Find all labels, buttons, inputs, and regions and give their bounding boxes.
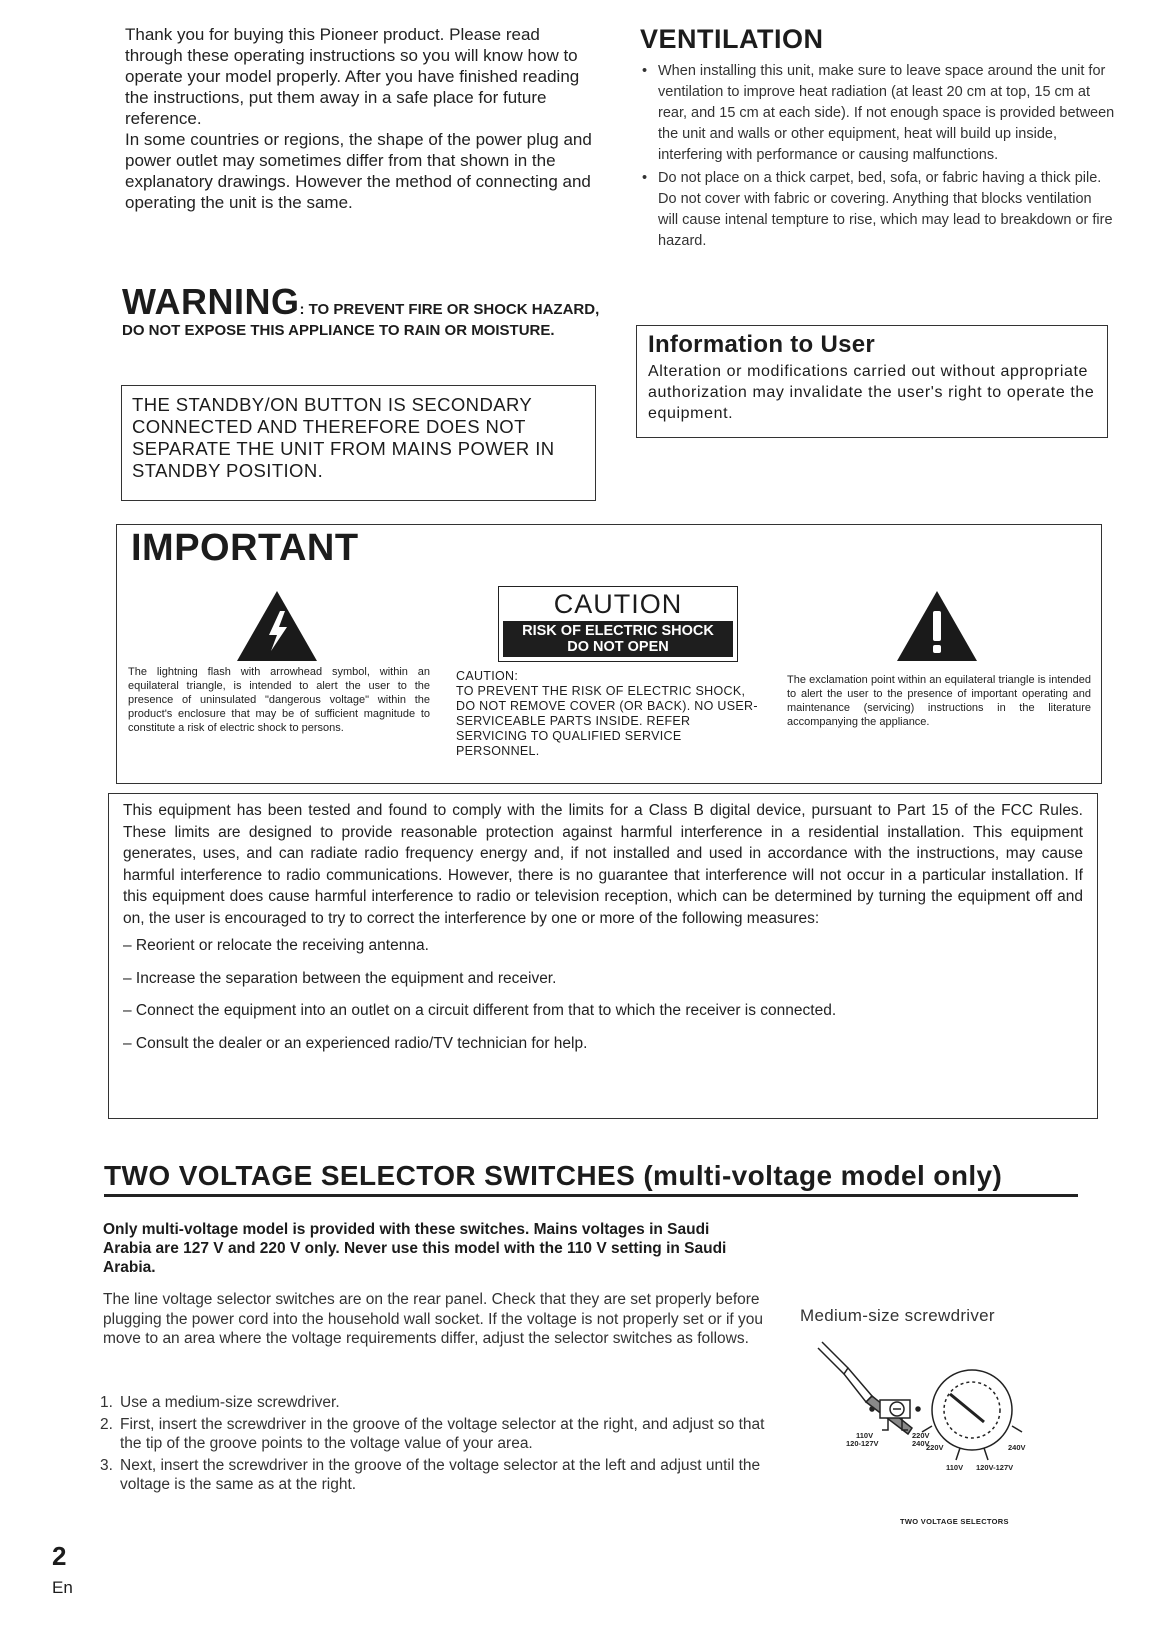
- caution-sub-line-1: RISK OF ELECTRIC SHOCK: [522, 623, 714, 639]
- intro-text: [125, 24, 595, 213]
- standby-notice-text: THE STANDBY/ON BUTTON IS SECONDARY CONNECTED AND THEREFORE DOES NOT SEPARATE THE UNIT FROM MAINS POWER IN STANDBY POSITION.: [132, 394, 555, 481]
- warning-heading: WARNING: [122, 281, 300, 322]
- exclamation-warning-icon: [895, 589, 979, 663]
- warning-text: : TO PREVENT FIRE OR SHOCK HAZARD, DO NOT EXPOSE THIS APPLIANCE TO RAIN OR MOISTURE.: [122, 301, 600, 339]
- page-language: En: [52, 1578, 73, 1597]
- circle-label-240v: 240V: [1008, 1443, 1026, 1452]
- label-110v: 110V: [856, 1431, 874, 1440]
- important-box: [116, 524, 1102, 784]
- step-text: Use a medium-size screwdriver.: [120, 1394, 340, 1411]
- fcc-text: This equipment has been tested and found to comply with the limits for a Class B digital device, pursuant to Part 15 of the FCC Rules. These limits are designed to provide reasonable protection against harmful interference in a residential installation. This equipment generates, uses, and can radiate radio frequency energy and, if not installed and used in accordance with the instructions, may cause harmful interference to radio communications. However, there is no guarantee that interference will not occur in a particular installation. If this equipment does cause harmful interference to radio or television reception, which can be determined by turning the equipment off and on, the user is encouraged to try to correct the interference by one or more of the following measures:: [123, 802, 1083, 927]
- step-number: 1.: [100, 1394, 113, 1411]
- voltage-steps-list: [100, 1393, 790, 1497]
- circle-label-120-127v: 120V-127V: [976, 1463, 1014, 1472]
- ventilation-section: [640, 24, 1115, 254]
- fcc-measure-item: – Reorient or relocate the receiving antenna.: [123, 937, 429, 954]
- information-text: Alteration or modifications carried out without appropriate authorization may invalidate the user's right to operate the equipment.: [648, 363, 1095, 422]
- voltage-step: [100, 1456, 790, 1495]
- standby-notice-box: [121, 385, 596, 501]
- fcc-measure-item: – Consult the dealer or an experienced radio/TV technician for help.: [123, 1034, 588, 1052]
- information-to-user-box: [636, 325, 1108, 438]
- step-text: First, insert the screwdriver in the groove of the voltage selector at the right, and adjust so that the tip of the groove points to the voltage value of your area.: [120, 1415, 765, 1452]
- caution-sub-line-2: DO NOT OPEN: [567, 639, 669, 655]
- diagram-subcaption: TWO VOLTAGE SELECTORS: [900, 1517, 1009, 1526]
- ventilation-item: • Do not place on a thick carpet, bed, sofa, or fabric having a thick pile. Do not cover with fabric or covering. Anything that blocks ventilation will cause intenal tempture to rise, which may lead to breakdown or fire hazard.: [640, 168, 1115, 252]
- step-number: 2.: [100, 1415, 113, 1433]
- ventilation-list: [640, 61, 1115, 252]
- screwdriver-icon: [818, 1342, 912, 1434]
- fcc-measure-item: – Increase the separation between the equipment and receiver.: [123, 969, 557, 987]
- caution-label-box: [498, 586, 738, 662]
- voltage-step: [100, 1415, 790, 1454]
- important-heading: IMPORTANT: [131, 527, 359, 569]
- voltage-body-text: The line voltage selector switches are on the rear panel. Check that they are set properly before plugging the power cord into the household wall socket. If the voltage is not properly set or if you move to an area where the voltage requirements differ, adjust the selector switches as follows.: [103, 1291, 763, 1347]
- information-heading: Information to User: [648, 331, 876, 358]
- circle-label-110v: 110V: [946, 1463, 964, 1472]
- step-text: Next, insert the screwdriver in the groove of the voltage selector at the left and adjust until the voltage is the same as at the right.: [120, 1456, 761, 1493]
- lightning-warning-icon: [235, 589, 319, 663]
- fcc-measures-list: [123, 935, 1083, 1054]
- ventilation-heading: VENTILATION: [640, 24, 824, 54]
- label-240v: 240V: [912, 1439, 930, 1448]
- lightning-symbol-description: The lightning flash with arrowhead symbol, within an equilateral triangle, is intended to alert the user to the presence of uninsulated "dangerous voltage" within the product's enclosure that may be of sufficient magnitude to constitute a risk of electric shock to persons.: [128, 666, 430, 734]
- voltage-step: [100, 1393, 790, 1413]
- caution-description: CAUTION: TO PREVENT THE RISK OF ELECTRIC SHOCK, DO NOT REMOVE COVER (OR BACK). NO USER-SERVICEABLE PARTS INSIDE. REFER SERVICING TO QUALIFIED SERVICE PERSONNEL.: [456, 669, 758, 758]
- intro-paragraph-1: Thank you for buying this Pioneer product. Please read through these operating instructions so you will know how to operate your model properly. After you have finished reading the instructions, put them away in a safe place for future reference.: [125, 25, 580, 128]
- label-120-127v: 120-127V: [846, 1439, 879, 1448]
- caution-sublabel: [503, 621, 733, 657]
- label-220v: 220V: [912, 1431, 930, 1440]
- step-number: 3.: [100, 1456, 113, 1474]
- caution-label: CAUTION: [553, 589, 683, 619]
- fcc-notice-box: [108, 793, 1098, 1119]
- voltage-warning-text: Only multi-voltage model is provided with these switches. Mains voltages in Saudi Arabia are 127 V and 220 V only. Never use this model with the 110 V setting in Saudi Arabia.: [103, 1221, 727, 1276]
- fcc-measure-item: – Connect the equipment into an outlet on a circuit different from that to which the receiver is connected.: [123, 1002, 837, 1019]
- diagram-caption: Medium-size screwdriver: [800, 1306, 995, 1325]
- circle-label-220v: 220V: [926, 1443, 944, 1452]
- intro-paragraph-2: In some countries or regions, the shape of the power plug and power outlet may sometimes differ from that shown in the explanatory drawings. However the method of connecting and operating the unit is the same.: [125, 130, 592, 212]
- ventilation-item: • When installing this unit, make sure to leave space around the unit for ventilation to improve heat radiation (at least 20 cm at top, 15 cm at rear, and 15 cm at each side). If not enough space is provided between the unit and walls or other equipment, heat will build up inside, interfering with performance or causing malfunctions.: [640, 61, 1115, 166]
- page-number: 2: [52, 1541, 67, 1571]
- warning-block: [122, 283, 602, 341]
- exclamation-symbol-description: The exclamation point within an equilateral triangle is intended to alert the user to the presence of important operating and maintenance (servicing) instructions in the literature accompanying the appliance.: [787, 674, 1091, 728]
- voltage-section-title: TWO VOLTAGE SELECTOR SWITCHES (multi-voltage model only): [104, 1160, 1078, 1197]
